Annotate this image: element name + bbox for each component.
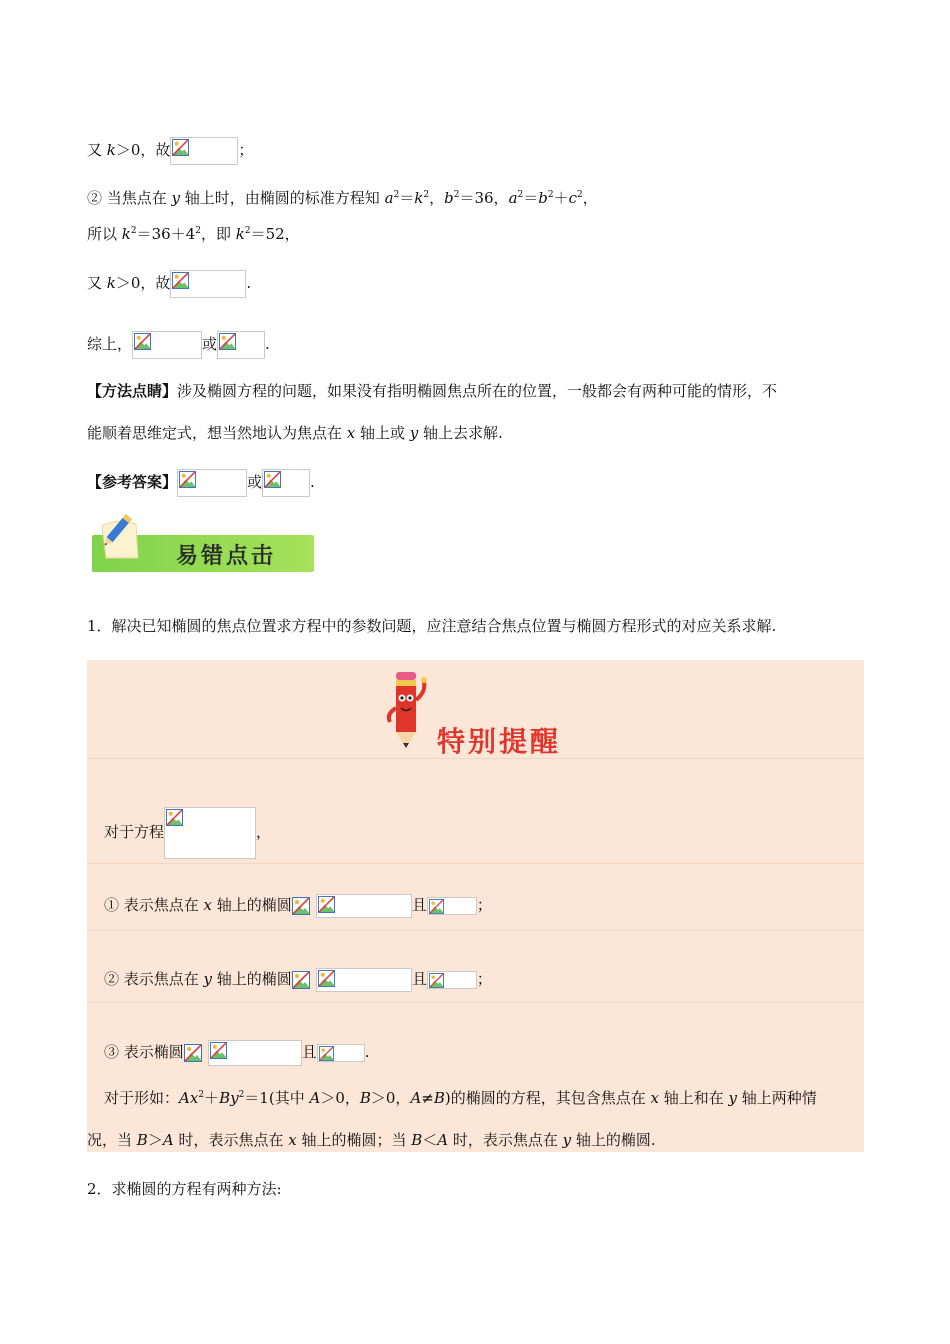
formula-image [132,331,202,359]
var-a: a [508,189,518,207]
var: A [437,1131,449,1149]
text: ， [256,823,272,841]
solution-line-2 [87,188,598,208]
var-k: k [235,225,245,243]
text: 且 [411,970,427,988]
broken-image-icon [134,333,151,350]
broken-image-icon [429,973,444,988]
formula-image [208,1040,302,1066]
solution-line-1 [87,137,253,165]
reminder-paragraph-line-1 [104,1088,817,1108]
formula-image [262,469,310,497]
broken-image-icon [429,899,444,914]
sup: 2 [453,190,460,200]
reminder-title: 特别提醒 [437,725,562,758]
text: ① 表示焦点在 [104,896,204,914]
text: 时，表示焦点在 [448,1131,563,1149]
reminder-line-1 [104,807,271,859]
pencil-mascot-icon [382,666,432,754]
point-1: 1．解决已知椭圆的焦点位置求方程中的参数问题，应注意结合焦点位置与椭圆方程形式的对应关系求解. [87,617,777,635]
reminder-line-4 [104,1040,370,1066]
formula-image [316,968,412,992]
formula-image [427,971,477,989]
text: ＝ [399,189,415,207]
text: 对于形如： [104,1089,180,1107]
text: 涉及椭圆方程的问题，如果没有指明椭圆焦点所在的位置，一般都会有两种可能的情形，不 [177,382,778,400]
var-k: k [106,274,116,292]
var-b: b [538,189,548,207]
text: ； [238,141,254,159]
formula-image [170,137,238,165]
text: 能顺着思维定式，想当然地认为焦点在 [87,424,347,442]
reminder-paragraph-line-2 [87,1130,656,1150]
sup: 2 [130,226,137,236]
broken-image-icon [318,896,335,913]
formula-image [170,270,246,298]
broken-image-icon [184,1043,204,1063]
sup: 2 [547,190,554,200]
var: By [219,1089,239,1107]
text: 轴上去求解. [418,424,503,442]
text: ＝ [523,189,539,207]
text: 综上， [87,335,133,353]
broken-image-icon [172,139,189,156]
broken-image-icon [318,970,335,987]
sup: 2 [198,1090,205,1100]
var: B [359,1089,371,1107]
text: 轴上的椭圆 [212,970,292,988]
sup: 2 [517,190,524,200]
formula-image [316,894,412,918]
text: 况，当 [87,1131,137,1149]
text: ＞0， [370,1089,411,1107]
text: ＞0，故 [115,141,171,159]
formula-image [217,331,265,359]
text: ③ 表示椭圆 [104,1043,184,1061]
var-x: x [650,1089,659,1107]
text: 轴上或 [355,424,410,442]
formula-image [427,897,477,915]
var: B [433,1089,445,1107]
sup: 2 [195,226,201,236]
broken-image-icon [179,471,196,488]
text: 且 [301,1043,317,1061]
banner-title: 易错点击 [176,543,277,569]
sup: 2 [393,190,400,200]
text: ＝36＋4 [136,225,196,243]
text: ； [476,896,492,914]
divider [87,863,864,864]
var-x: x [288,1131,297,1149]
var-y: y [562,1131,572,1149]
var: B [411,1131,423,1149]
special-reminder-box [87,660,864,1152]
text: . [246,274,252,292]
var-x: x [203,896,213,914]
solution-line-3 [87,224,300,244]
var-y: y [171,189,181,207]
reminder-header [87,660,864,759]
text: ＋ [204,1089,220,1107]
reminder-line-2 [104,894,492,918]
text: ＜ [422,1131,438,1149]
text: ＋ [553,189,569,207]
reminder-line-3 [104,968,492,992]
text: ＝52， [250,225,300,243]
answer-line [87,469,315,497]
error-prone-banner [92,512,314,572]
broken-image-icon [264,471,281,488]
text: 轴上时，由椭圆的标准方程知 [180,189,385,207]
var-k: k [106,141,116,159]
text: 又 [87,274,107,292]
text: ，即 [200,225,236,243]
text: 轴上和在 [658,1089,729,1107]
text: ， [429,189,445,207]
var-k: k [121,225,131,243]
broken-image-icon [210,1042,227,1059]
var: Ax [179,1089,199,1107]
var-y: y [409,424,419,442]
divider [87,930,864,931]
divider [87,1002,864,1003]
pencil-paper-icon [96,512,142,562]
sup: 2 [244,226,251,236]
sup: 2 [423,190,430,200]
text: 时，表示焦点在 [173,1131,289,1149]
var: A [410,1089,422,1107]
broken-image-icon [292,970,312,990]
solution-summary [87,331,270,359]
formula-image [317,1044,365,1062]
var: A [309,1089,321,1107]
text: ； [476,970,492,988]
text: ＝1(其中 [244,1089,310,1107]
text: 对于方程 [104,823,165,841]
text: 或 [202,335,218,353]
text: . [310,473,315,491]
sup: 2 [238,1090,245,1100]
formula-image [177,469,247,497]
broken-image-icon [172,272,189,289]
text: ＞ [147,1131,163,1149]
text: ≠ [421,1089,434,1107]
point-2: 2．求椭圆的方程有两种方法: [87,1180,282,1198]
text: 且 [411,896,427,914]
var-b: b [444,189,454,207]
text: 或 [247,473,263,491]
method-line-1 [87,381,777,401]
broken-image-icon [319,1046,334,1061]
var-y: y [203,970,213,988]
text: ② 表示焦点在 [104,970,204,988]
text: 所以 [87,225,122,243]
var-x: x [346,424,356,442]
text: 又 [87,141,107,159]
broken-image-icon [292,896,312,916]
text: 轴上两种情 [737,1089,817,1107]
text: ＞0， [320,1089,360,1107]
text: )的椭圆的方程，其包含焦点在 [444,1089,651,1107]
text: 轴上的椭圆. [571,1131,656,1149]
text: 轴上的椭圆；当 [296,1131,412,1149]
broken-image-icon [219,333,236,350]
var-a: a [384,189,394,207]
broken-image-icon [166,809,183,826]
text: ＞0，故 [115,274,171,292]
text: ② 当焦点在 [87,189,172,207]
text: . [265,335,270,353]
text: ， [582,189,598,207]
formula-image [164,807,256,859]
var-c: c [568,189,578,207]
solution-line-4 [87,270,251,298]
method-label: 【方法点睛】 [87,382,178,400]
answer-label: 【参考答案】 [87,473,178,491]
var: B [136,1131,148,1149]
sup: 2 [577,190,583,200]
var-k: k [414,189,424,207]
method-line-2 [87,423,503,443]
var-y: y [728,1089,738,1107]
var: A [162,1131,174,1149]
text: 轴上的椭圆 [212,896,292,914]
text: . [364,1043,370,1061]
text: ＝36， [459,189,509,207]
